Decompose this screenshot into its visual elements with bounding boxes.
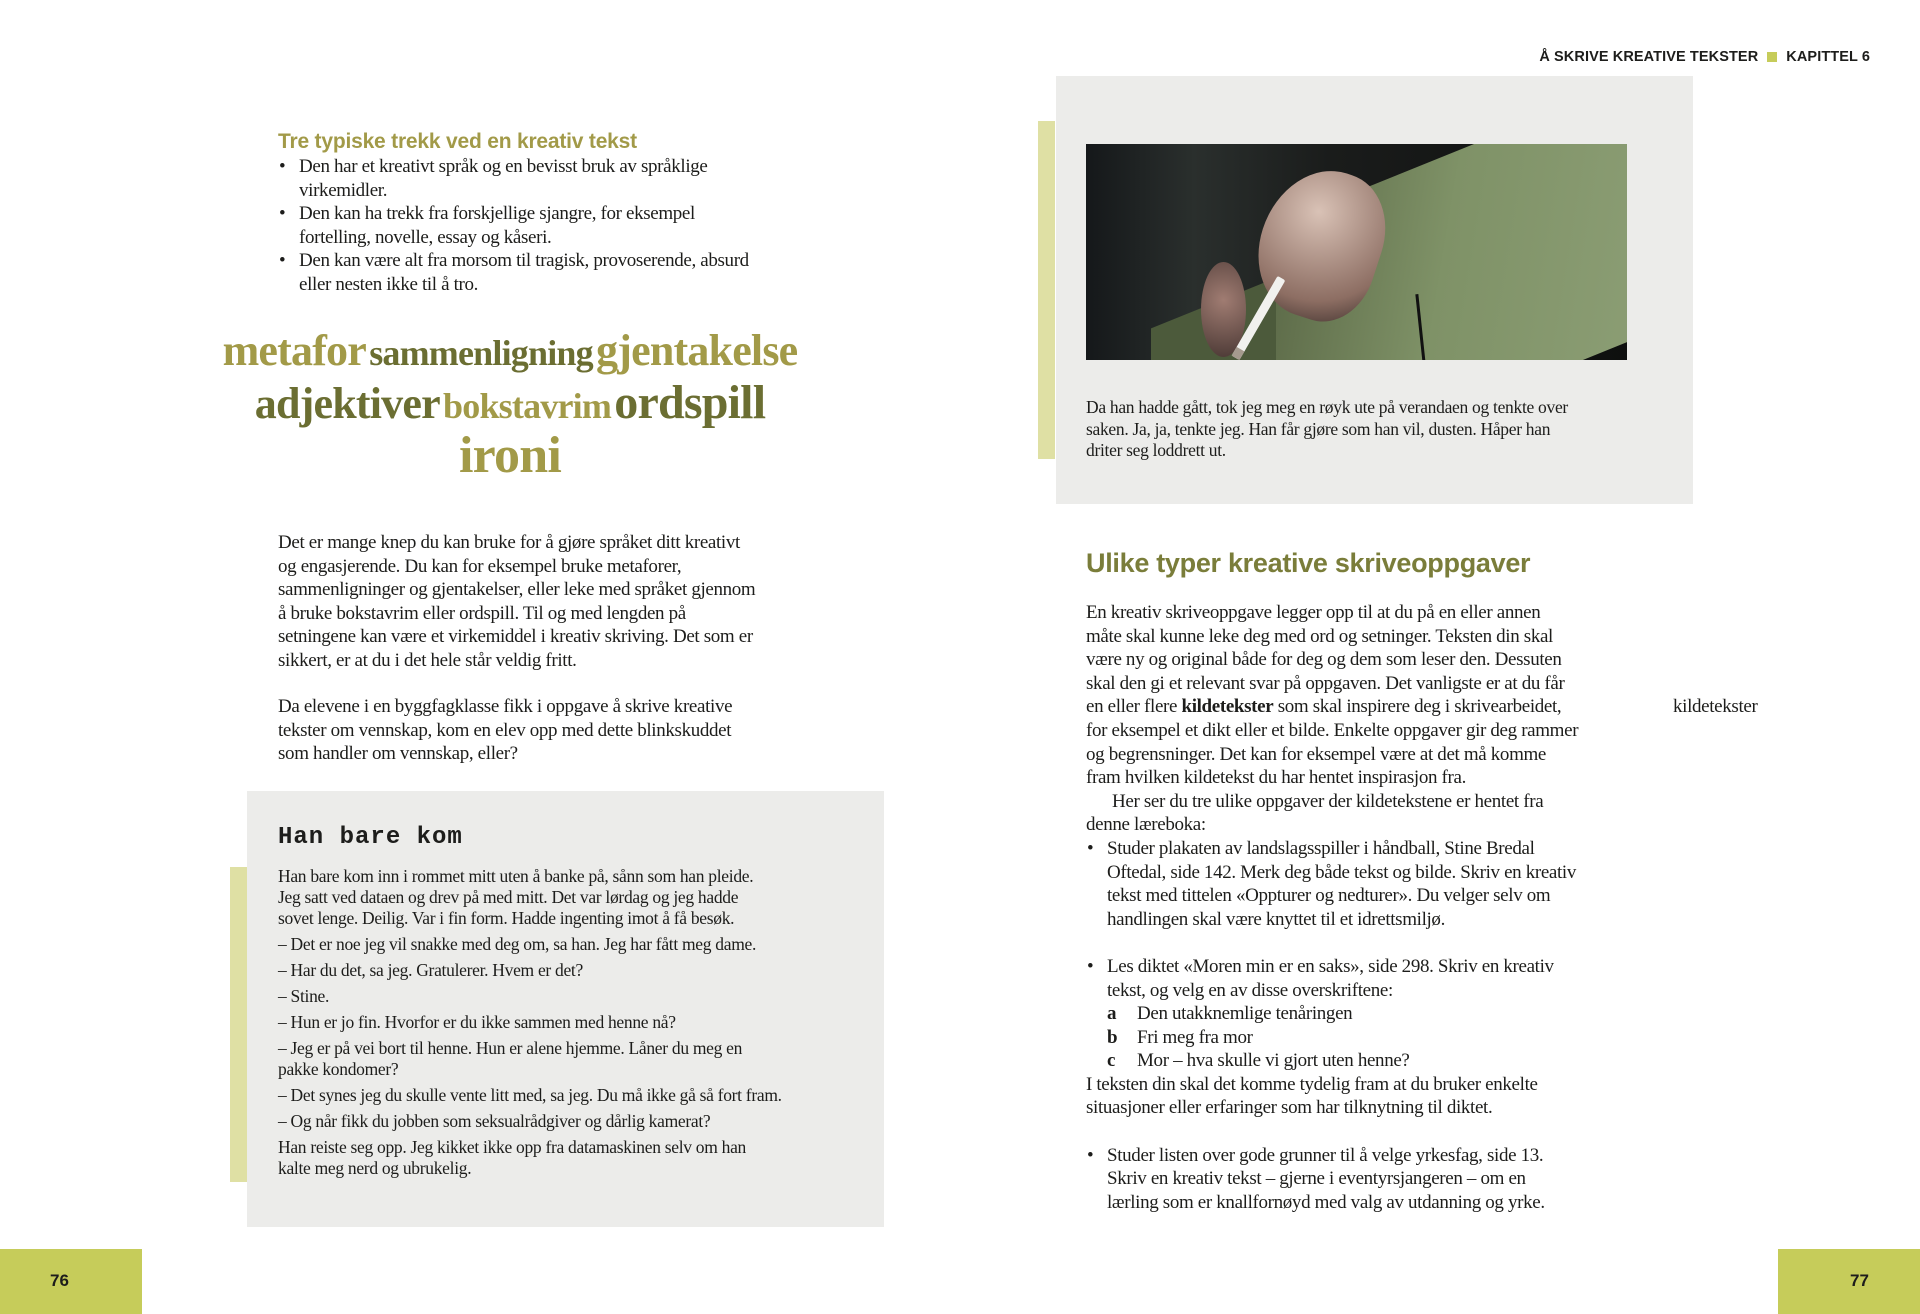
task-item: [1086, 1144, 1578, 1215]
line: – Det er noe jeg vil snakke med deg om, sa han. Jeg har fått meg dame.: [278, 934, 757, 954]
accent-bar: [1038, 121, 1055, 459]
word-sammenligning: sammenligning: [369, 333, 593, 373]
line: • Den kan ha trekk fra forskjellige sjangre, for eksempel: [299, 203, 695, 225]
line: og begrensninger. Det kan for eksempel være at det må komme: [1086, 743, 1547, 765]
line: Da elevene i en byggfagklasse fikk i oppgave å skrive kreative: [278, 696, 733, 717]
intro-paragraph: [278, 531, 755, 673]
running-head-chapter: KAPITTEL 6: [1786, 49, 1870, 65]
line: – Og når fikk du jobben som seksualrådgiver og dårlig kamerat?: [278, 1111, 711, 1131]
word-ordspill: ordspill: [614, 376, 766, 429]
line: å bruke bokstavrim eller ordspill. Til og med lengden på: [278, 602, 686, 624]
accent-bar: [230, 867, 247, 1182]
option-b: [1107, 1026, 1578, 1050]
line: • Den kan være alt fra morsom til tragisk, provoserende, absurd: [299, 250, 749, 272]
line: sammenligninger og gjentakelser, eller leke med språket gjennom: [278, 579, 756, 601]
word-metafor: metafor: [222, 326, 366, 375]
line: Han bare kom inn i rommet mitt uten å banke på, sånn som han pleide.: [278, 866, 754, 886]
line: Her ser du tre ulike oppgaver der kildetekstene er hentet fra: [1112, 790, 1544, 812]
section-heading: Ulike typer kreative skriveoppgaver: [1086, 548, 1531, 578]
features-heading: Tre typiske trekk ved en kreativ tekst: [278, 130, 637, 153]
line: – Jeg er på vei bort til henne. Hun er alene hjemme. Låner du meg en: [278, 1038, 743, 1058]
task-list: [1086, 1144, 1578, 1215]
line: sikkert, er at du i det hele står veldig fritt.: [278, 649, 577, 671]
story-intro-paragraph: [278, 695, 732, 766]
line: lærling som er knallfornøyd med valg av utdanning og yrke.: [1107, 1191, 1545, 1213]
line: tekst med tittelen «Oppturer og nedturer». Du velger selv om: [1107, 885, 1551, 907]
line: • Studer listen over gode grunner til å velge yrkesfag, side 13.: [1107, 1144, 1544, 1166]
story-box: [247, 791, 884, 1227]
page-number-box: [1778, 1249, 1920, 1314]
term-kildetekster: kildetekster: [1181, 696, 1274, 718]
intro-lines: [1086, 719, 1578, 790]
story-paragraph: [278, 1012, 782, 1033]
line: og engasjerende. Du kan for eksempel bruke metaforer,: [278, 555, 682, 577]
margin-note: kildetekster: [1673, 696, 1758, 717]
section-intro: [1086, 601, 1578, 1214]
story-body: [278, 866, 782, 1179]
line: skal den gi et relevant svar på oppgaven. Det vanligste er at du får: [1086, 672, 1565, 694]
line: • Les diktet «Moren min er en saks», side 298. Skriv en kreativ: [1107, 955, 1554, 977]
task-item: [1086, 955, 1578, 1073]
line: måte skal kunne leke deg med ord og setninger. Teksten din skal: [1086, 625, 1553, 647]
line: setningene kan være et virkemiddel i kreativ skriving. Det som er: [278, 626, 753, 648]
photo-hand-cigarette: [1086, 144, 1627, 360]
line: • Studer plakaten av landslagsspiller i håndball, Stine Bredal: [1107, 837, 1535, 859]
line: Jeg satt ved dataen og drev på med mitt. Det var lørdag og jeg hadde: [278, 887, 739, 907]
option-text: Den utakknemlige tenåringen: [1137, 1003, 1353, 1025]
line: som handler om vennskap, eller?: [278, 743, 518, 765]
word-adjektiver: adjektiver: [254, 379, 440, 428]
line: Da han hadde gått, tok jeg meg en røyk ute på verandaen og tenkte over: [1086, 397, 1568, 417]
features-list: [278, 155, 749, 297]
line: være ny og original både for deg og dem som leser den. Dessuten: [1086, 649, 1562, 671]
task-item: [1086, 837, 1578, 931]
word-gjentakelse: gjentakelse: [596, 326, 798, 375]
line: En kreativ skriveoppgave legger opp til at du på en eller annen: [1086, 602, 1541, 623]
option-c: [1107, 1049, 1578, 1073]
story-paragraph: [278, 934, 782, 955]
story-paragraph: [278, 866, 782, 929]
text: en eller flere: [1086, 696, 1182, 718]
line: virkemidler.: [299, 179, 388, 201]
word-bokstavrim: bokstavrim: [443, 386, 612, 426]
line: – Hun er jo fin. Hvorfor er du ikke sammen med henne nå?: [278, 1012, 676, 1032]
line: – Det synes jeg du skulle vente litt med, sa jeg. Du må ikke gå så fort fram.: [278, 1085, 782, 1105]
line: [1086, 695, 1578, 719]
running-head: [1539, 49, 1870, 65]
option-text: Mor – hva skulle vi gjort uten henne?: [1137, 1050, 1410, 1072]
story-continued-text: [1086, 397, 1568, 462]
line: Oftedal, side 142. Merk deg både tekst og bilde. Skriv en kreativ: [1107, 861, 1577, 883]
line: tekster om vennskap, kom en elev opp med dette blinkskuddet: [278, 719, 732, 741]
story-title: Han bare kom: [278, 824, 463, 851]
page-number: 76: [50, 1271, 69, 1290]
line: for eksempel et dikt eller et bilde. Enkelte oppgaver gir deg rammer: [1086, 719, 1579, 741]
intro-indent: [1086, 790, 1578, 837]
feature-item: [278, 249, 749, 296]
features-box: [278, 129, 749, 297]
option-a: [1107, 1002, 1578, 1026]
line: denne læreboka:: [1086, 814, 1206, 836]
page-number: 77: [1850, 1271, 1869, 1290]
story-paragraph: [278, 1038, 782, 1080]
intro-lines: [1086, 601, 1578, 695]
option-text: Fri meg fra mor: [1137, 1026, 1253, 1048]
word-cloud: [150, 326, 870, 489]
line: situasjoner eller erfaringer som har tilknytning til diktet.: [1086, 1097, 1493, 1119]
line: fram hvilken kildetekst du har hentet inspirasjon fra.: [1086, 767, 1466, 789]
text: som skal inspirere deg i skrivearbeidet,: [1273, 696, 1562, 718]
line: Han reiste seg opp. Jeg kikket ikke opp fra datamaskinen selv om han: [278, 1137, 747, 1157]
line: tekst, og velg en av disse overskriftene:: [1107, 979, 1393, 1001]
line: driter seg loddrett ut.: [1086, 440, 1226, 460]
running-head-title: Å SKRIVE KREATIVE TEKSTER: [1539, 49, 1759, 65]
line: saken. Ja, ja, tenkte jeg. Han får gjøre som han vil, dusten. Håper han: [1086, 418, 1551, 439]
page-number-box: [0, 1249, 142, 1314]
square-icon: [1767, 52, 1777, 62]
story-paragraph: [278, 960, 782, 981]
option-letter: b: [1107, 1026, 1118, 1048]
word-ironi: ironi: [459, 427, 561, 484]
line: pakke kondomer?: [278, 1059, 399, 1079]
story-paragraph: [278, 986, 782, 1007]
feature-item: [278, 202, 749, 249]
line: – Har du det, sa jeg. Gratulerer. Hvem er det?: [278, 960, 583, 980]
option-letter: a: [1107, 1003, 1117, 1025]
line: fortelling, novelle, essay og kåseri.: [299, 226, 552, 248]
line: handlingen skal være knyttet til et idrettsmiljø.: [1107, 908, 1445, 930]
feature-item: [278, 155, 749, 202]
task2-followup: [1086, 1073, 1578, 1120]
line: – Stine.: [278, 986, 330, 1006]
line: sovet lenge. Deilig. Var i fin form. Hadde ingenting imot å få besøk.: [278, 908, 735, 928]
story-paragraph: [278, 1085, 782, 1106]
line: I teksten din skal det komme tydelig fram at du bruker enkelte: [1086, 1073, 1538, 1095]
line: kalte meg nerd og ubrukelig.: [278, 1158, 472, 1178]
task-lines: [1107, 955, 1578, 1002]
line: Det er mange knep du kan bruke for å gjøre språket ditt kreativt: [278, 532, 740, 553]
task-list: [1086, 837, 1578, 1073]
line: eller nesten ikke til å tro.: [299, 273, 479, 295]
line: • Den har et kreativt språk og en bevisst bruk av språklige: [299, 156, 708, 177]
option-letter: c: [1107, 1050, 1116, 1072]
line: Skriv en kreativ tekst – gjerne i eventyrsjangeren – om en: [1107, 1168, 1526, 1190]
story-paragraph: [278, 1137, 782, 1179]
story-paragraph: [278, 1111, 782, 1132]
